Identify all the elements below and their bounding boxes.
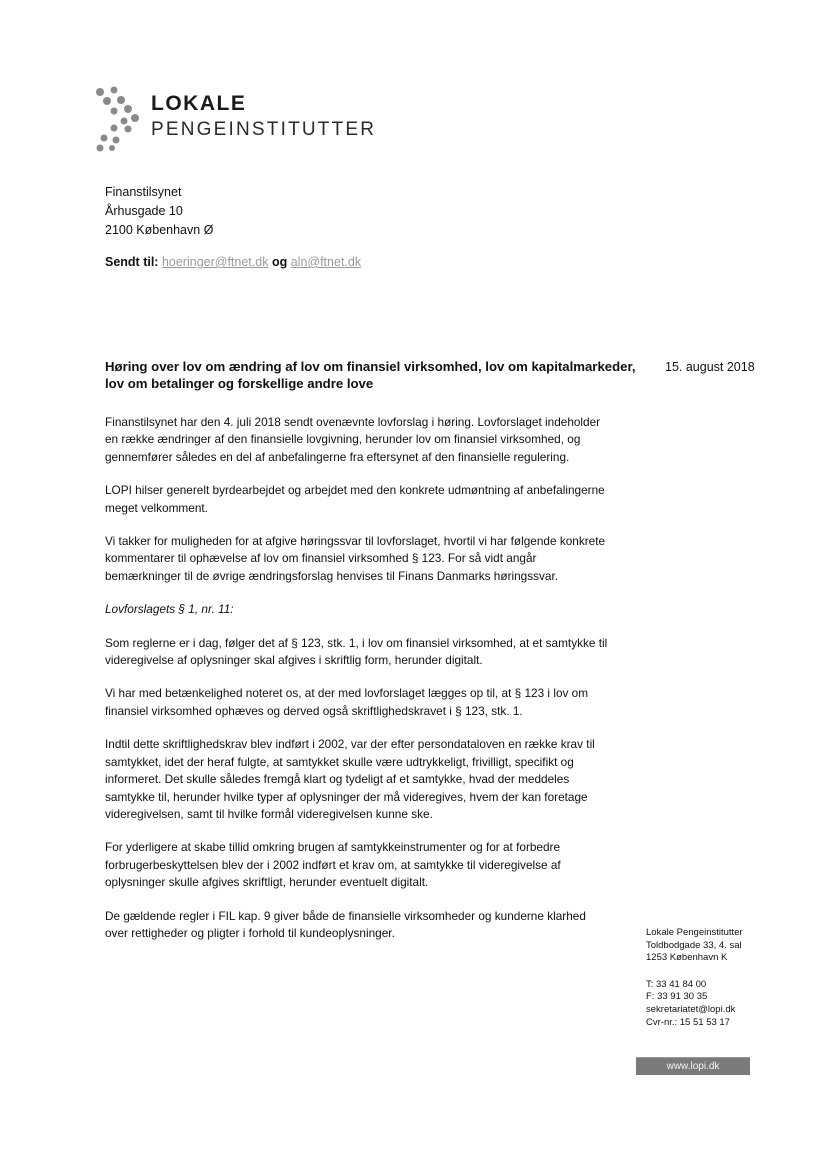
sender-name: Lokale Pengeinstitutter	[646, 927, 743, 938]
logo-line2: PENGEINSTITUTTER	[151, 119, 377, 140]
paragraph: Som reglerne er i dag, følger det af § 123, stk. 1, i lov om finansiel virksomhed, at et samtykke til videregivelse af oplysninger skal afgives i skriftlig form, herunder digitalt.	[105, 635, 608, 668]
recipient-city: 2100 København Ø	[105, 223, 214, 237]
company-logo	[94, 86, 377, 154]
sender-email: sekretariatet@lopi.dk	[646, 1003, 736, 1015]
recipient-name: Finanstilsynet	[105, 185, 182, 199]
sender-phone: T: 33 41 84 00	[646, 978, 707, 990]
website-link[interactable]: www.lopi.dk	[636, 1057, 750, 1075]
sent-to-label: Sendt til:	[105, 255, 159, 269]
email-link-1[interactable]: hoeringer@ftnet.dk	[161, 255, 269, 269]
sent-to-conjunction: og	[271, 255, 288, 269]
sent-to-line	[105, 255, 361, 269]
letter-date: 15. august 2018	[665, 360, 755, 374]
sender-fax: F: 33 91 30 35	[646, 991, 708, 1003]
sender-cvr: Cvr-nr.: 15 51 53 17	[646, 1016, 730, 1028]
sender-street: Toldbodgade 33, 4. sal	[646, 939, 742, 951]
letter-subject: Høring over lov om ændring af lov om finansiel virksomhed, lov om kapitalmarkeder, lov om betalinger og forskellige andre love	[105, 359, 636, 391]
paragraph: LOPI hilser generelt byrdearbejdet og arbejdet med den konkrete udmøntning af anbefalingerne meget velkomment.	[105, 483, 605, 515]
paragraph: Vi takker for muligheden for at afgive høringssvar til lovforslaget, hvortil vi har følgende konkrete kommentarer til ophævelse af lov om finansiel virksomhed § 123. For så vidt angår bemærkninger til de øvrige ændringsforslag henvises til Finans Danmarks høringssvar.	[105, 534, 606, 583]
section-heading: Lovforslagets § 1, nr. 11:	[105, 602, 234, 617]
recipient-address	[105, 183, 213, 240]
paragraph: De gældende regler i FIL kap. 9 giver både de finansielle virksomheder og kunderne klarhed over rettigheder og pligter i forhold til kundeoplysninger.	[105, 908, 586, 940]
paragraph: Indtil dette skriftlighedskrav blev indført i 2002, var der efter persondataloven en række krav til samtykket, idet der heraf fulgte, at samtykket skulle være udtrykkeligt, frivilligt, specifikt og informeret. Det skulle således fremgå klart og tydeligt af et samtykke, hvad der meddeles samtykke til, herunder hvilke typer af oplysninger der må videregives, hvem der kan foretage videregivelsen, samt til hvilke formål videregivelsen kunne ske.	[105, 737, 595, 821]
letter-body	[105, 414, 611, 958]
paragraph: Vi har med betænkelighed noteret os, at der med lovforslaget lægges op til, at § 123 i lov om finansiel virksomhed ophæves og derved også skriftlighedskravet i § 123, stk. 1.	[105, 686, 589, 718]
email-link-2[interactable]: aln@ftnet.dk	[290, 255, 362, 269]
sender-info	[646, 927, 743, 1029]
sender-city: 1253 København K	[646, 952, 728, 964]
logo-dots-icon	[94, 86, 150, 154]
paragraph: For yderligere at skabe tillid omkring brugen af samtykkeinstrumenter og for at forbedre forbrugerbeskyttelsen blev der i 2002 indført et krav om, at samtykke til videregivelse af oplysninger skulle afgives skriftligt, herunder eventuelt digitalt.	[105, 840, 561, 890]
logo-line1: LOKALE	[151, 92, 247, 115]
paragraph: Finanstilsynet har den 4. juli 2018 sendt ovenævnte lovforslag i høring. Lovforslaget indeholder en række ændringer af den finansielle lovgivning, herunder lov om finansiel virksomhed, og gennemfører således en del af anbefalingerne fra eftersynet af den finansielle regulering.	[105, 415, 601, 464]
recipient-street: Århusgade 10	[105, 204, 183, 218]
